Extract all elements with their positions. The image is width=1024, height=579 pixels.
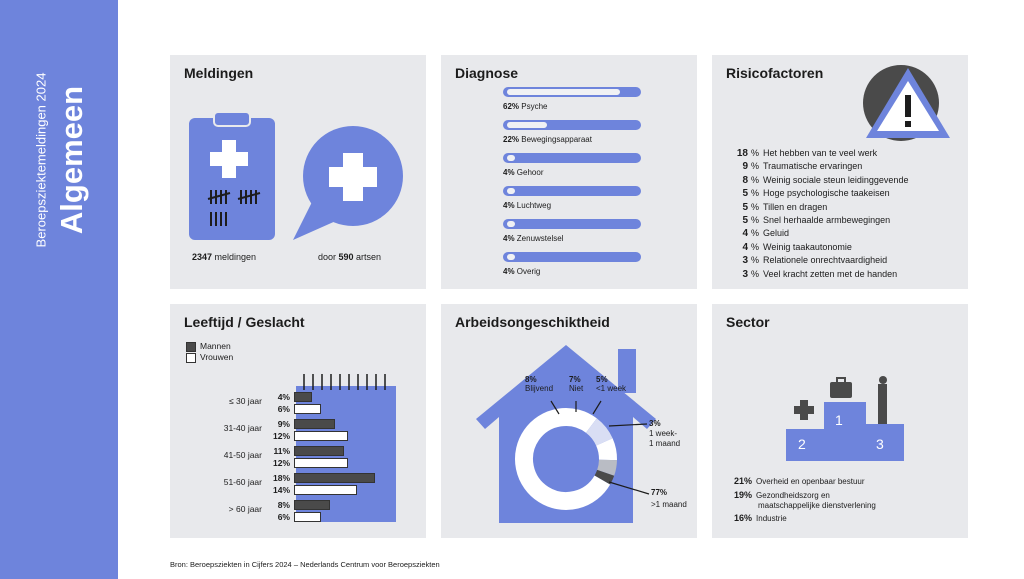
risk-label: Snel herhaalde armbewegingen xyxy=(763,215,891,225)
diagnose-tube-fill xyxy=(507,89,620,95)
risk-item xyxy=(726,228,789,239)
age-female-pct: 14% xyxy=(272,485,290,495)
risk-item xyxy=(726,269,897,280)
blijvend-pct: 8% xyxy=(525,375,537,384)
age-male-bar xyxy=(294,392,312,402)
panel-meldingen xyxy=(170,55,426,289)
age-male-bar xyxy=(294,473,375,483)
risk-pct-sign: % xyxy=(751,215,760,225)
maand-text-1: 1 week- xyxy=(649,429,678,438)
diagnose-tube-fill xyxy=(507,155,515,161)
week-text: <1 week xyxy=(596,384,627,393)
age-female-bar xyxy=(294,512,321,522)
risk-pct-sign: % xyxy=(751,255,760,266)
risk-pct: 5 xyxy=(742,215,748,226)
risk-item xyxy=(726,202,827,213)
diagnose-name: Overig xyxy=(516,267,541,276)
age-male-pct: 18% xyxy=(272,473,290,483)
podium-3: 3 xyxy=(876,436,884,452)
diagnose-name: Psyche xyxy=(521,102,548,111)
diagnose-label xyxy=(503,234,563,243)
diagnose-pct: 4% xyxy=(503,234,515,243)
age-male-pct: 11% xyxy=(273,446,290,456)
warning-icon xyxy=(856,63,956,143)
risk-pct: 5 xyxy=(742,201,748,213)
age-group-label: 31-40 jaar xyxy=(223,423,262,433)
speech-bubble-cross-icon xyxy=(288,120,414,245)
diagnose-label xyxy=(503,201,551,210)
risk-pct: 3 xyxy=(742,255,748,267)
niet-pct: 7% xyxy=(569,375,581,384)
risk-pct: 18 xyxy=(736,148,748,159)
risk-pct-sign: % xyxy=(751,268,760,279)
age-female-pct: 6% xyxy=(277,512,290,522)
doctors-label: artsen xyxy=(353,252,382,262)
risk-pct: 9 xyxy=(742,161,748,173)
sector-pct: 21% xyxy=(734,476,753,486)
sector-title: Sector xyxy=(726,314,770,330)
diagnose-name: Gehoor xyxy=(516,168,544,177)
diagnose-name: Bewegingsapparaat xyxy=(521,135,592,144)
age-female-bar xyxy=(294,458,348,468)
sector-label-2: maatschappelijke dienstverlening xyxy=(758,501,876,510)
legend-vrouwen: Vrouwen xyxy=(200,352,234,362)
risk-label: Relationele onrechtvaardigheid xyxy=(763,255,888,266)
diagnose-tube-fill xyxy=(507,254,515,260)
diagnose-pct: 4% xyxy=(503,168,515,177)
legend-swatch-mannen xyxy=(186,342,196,352)
risk-pct-sign: % xyxy=(751,148,760,158)
age-female-pct: 6% xyxy=(277,404,290,414)
risk-label: Tillen en dragen xyxy=(763,201,828,212)
diagnose-label xyxy=(503,267,540,276)
age-male-bar xyxy=(294,446,344,456)
age-group-label: 41-50 jaar xyxy=(223,450,262,460)
sector-label: Gezondheidszorg en xyxy=(756,491,830,500)
sector-item xyxy=(734,476,865,487)
diagnose-tube-fill xyxy=(507,122,547,128)
risk-pct: 3 xyxy=(742,268,748,280)
diagnose-tube xyxy=(503,120,641,130)
risk-item xyxy=(726,161,862,172)
risk-pct-sign: % xyxy=(751,241,760,252)
doctors-text xyxy=(318,252,381,262)
diagnose-label xyxy=(503,168,543,177)
diagnose-label xyxy=(503,135,592,144)
podium-2: 2 xyxy=(798,436,806,452)
diagnose-name: Zenuwstelsel xyxy=(516,234,564,243)
risk-pct: 4 xyxy=(742,241,748,253)
diagnose-tube xyxy=(503,87,641,97)
podium-1: 1 xyxy=(835,412,843,428)
diagnose-tube-fill xyxy=(507,221,515,227)
footer-source: Bron: Beroepsziekten in Cijfers 2024 – Nederlands Centrum voor Beroepsziekten xyxy=(170,560,440,569)
risk-label: Het hebben van te veel werk xyxy=(763,148,878,158)
age-male-pct: 9% xyxy=(277,419,290,429)
sector-pct: 19% xyxy=(734,490,753,500)
risk-pct-sign: % xyxy=(751,201,760,212)
age-male-pct: 4% xyxy=(277,392,290,402)
meldingen-count-label: meldingen xyxy=(212,252,257,262)
risk-label: Hoge psychologische taakeisen xyxy=(763,188,890,199)
risk-label: Traumatische ervaringen xyxy=(763,161,863,172)
risk-pct-sign: % xyxy=(751,188,760,199)
maand-text-2: 1 maand xyxy=(649,439,681,448)
legend-swatch-vrouwen xyxy=(186,353,196,363)
donut-leader-lines xyxy=(441,304,697,538)
leeftijd-title: Leeftijd / Geslacht xyxy=(184,314,305,330)
long-pct: 77% xyxy=(651,488,668,497)
risk-item xyxy=(726,215,890,226)
sidebar-subtitle: Beroepsziektemeldingen 2024 xyxy=(33,72,49,248)
diagnose-pct: 22% xyxy=(503,135,520,144)
risk-item xyxy=(726,148,877,159)
meldingen-count: 2347 xyxy=(192,252,213,262)
sidebar-title: Algemeen xyxy=(54,85,89,235)
legend-mannen: Mannen xyxy=(200,341,231,351)
panel-diagnose xyxy=(441,55,697,289)
week-pct: 5% xyxy=(596,375,608,384)
risk-label: Veel kracht zetten met de handen xyxy=(763,268,898,279)
panel-risicofactoren xyxy=(712,55,968,289)
diagnose-title: Diagnose xyxy=(455,65,519,81)
diagnose-tube xyxy=(503,219,641,229)
diagnose-pct: 4% xyxy=(503,201,515,210)
age-group-label: ≤ 30 jaar xyxy=(228,396,262,406)
age-male-bar xyxy=(294,419,335,429)
risk-label: Weinig taakautonomie xyxy=(763,241,852,252)
age-female-pct: 12% xyxy=(272,431,290,441)
sector-pct: 16% xyxy=(734,513,753,523)
diagnose-tube xyxy=(503,153,641,163)
age-group-label: 51-60 jaar xyxy=(223,477,262,487)
panel-arbeidsongeschiktheid xyxy=(441,304,697,538)
risk-pct: 8 xyxy=(742,174,748,186)
risk-label: Weinig sociale steun leidinggevende xyxy=(763,174,909,185)
risk-item xyxy=(726,255,887,266)
diagnose-pct: 62% xyxy=(503,102,520,111)
diagnose-name: Luchtweg xyxy=(516,201,552,210)
risk-item xyxy=(726,175,908,186)
diagnose-tube-fill xyxy=(507,188,515,194)
risk-item xyxy=(726,188,890,199)
age-male-bar xyxy=(294,500,330,510)
meldingen-count-text xyxy=(192,252,256,262)
clipboard-icon xyxy=(186,110,281,245)
doctors-count: 590 xyxy=(338,252,354,262)
maand-pct: 3% xyxy=(649,419,661,428)
age-female-bar xyxy=(294,485,357,495)
blijvend-text: Blijvend xyxy=(525,384,554,393)
sector-item xyxy=(734,513,787,524)
risk-pct-sign: % xyxy=(751,161,760,172)
risk-pct-sign: % xyxy=(751,174,760,185)
long-text: >1 maand xyxy=(651,500,687,509)
sector-label: Overheid en openbaar bestuur xyxy=(756,477,865,486)
diagnose-pct: 4% xyxy=(503,267,515,276)
risk-pct-sign: % xyxy=(751,228,760,239)
risk-pct: 5 xyxy=(742,188,748,200)
diagnose-tube xyxy=(503,186,641,196)
risk-label: Geluid xyxy=(763,228,790,239)
niet-text: Niet xyxy=(569,384,584,393)
diagnose-label xyxy=(503,102,547,111)
age-female-bar xyxy=(294,404,321,414)
meldingen-title: Meldingen xyxy=(184,65,254,81)
risk-item xyxy=(726,242,852,253)
age-group-label: > 60 jaar xyxy=(228,504,262,514)
panel-leeftijd xyxy=(170,304,426,538)
age-female-pct: 12% xyxy=(272,458,290,468)
sector-label: Industrie xyxy=(756,514,787,523)
age-male-pct: 8% xyxy=(277,500,290,510)
risico-title: Risicofactoren xyxy=(726,65,824,81)
doctors-prefix: door xyxy=(318,252,339,262)
panel-sector xyxy=(712,304,968,538)
sidebar xyxy=(0,0,118,579)
diagnose-tube xyxy=(503,252,641,262)
sector-item xyxy=(734,490,876,511)
arbeid-title: Arbeidsongeschiktheid xyxy=(455,314,610,330)
risk-pct: 4 xyxy=(742,228,748,240)
age-female-bar xyxy=(294,431,348,441)
